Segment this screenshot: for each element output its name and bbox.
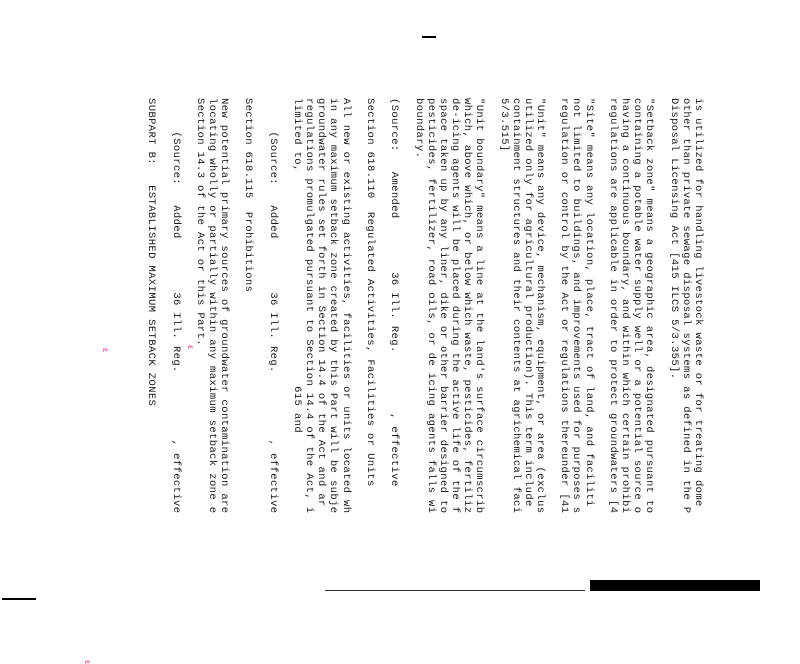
text-line: utilized only for agricultural production). This term include bbox=[521, 98, 534, 507]
margin-mark-a: ε bbox=[186, 345, 195, 350]
margin-mark-c: ε bbox=[83, 660, 92, 664]
text-line: "Site" means any location, place, tract of land, and faciliti bbox=[582, 98, 595, 507]
text-line: space taken up by any liner, dike or other barrier designed to bbox=[436, 98, 449, 514]
text-line: de-icing agents will be placed during the active life of the f bbox=[449, 98, 461, 514]
scan-mark-corner-b bbox=[2, 598, 26, 600]
text-line: SUBPART B: ESTABLISHED MAXIMUM SETBACK ZONES bbox=[145, 98, 158, 407]
text-line: containing a potable water supply well or a potential source o bbox=[631, 98, 644, 514]
text-line: regulations promulgated pursuant to Section 14.4 of the Act, i bbox=[303, 98, 316, 514]
text-line: Section 14.3 of the Act or this Part. bbox=[193, 98, 206, 346]
text-line: "Unit" means any device, mechanism, equipment, or area (exclus bbox=[534, 98, 547, 514]
text-line: All new or existing activities, facilities or units located wh bbox=[339, 98, 352, 514]
text-line: 5/3.515] bbox=[497, 98, 510, 152]
scan-bar-bottom bbox=[590, 580, 760, 591]
scan-mark-top bbox=[422, 36, 436, 38]
margin-mark-b: ε bbox=[101, 348, 110, 353]
text-line: which, above which, or below which waste, pesticides, fertiliz bbox=[461, 98, 474, 514]
text-line: Section 618.110 Regulated Activities, Facilities or Units bbox=[363, 98, 376, 487]
text-line: limited to, 615 and bbox=[291, 98, 304, 434]
text-line: (Source: Added 36 Ill. Reg. , effective bbox=[169, 98, 182, 514]
text-line: in any maximum setback zone created by this Part will be subje bbox=[327, 98, 340, 514]
text-line: groundwater rules set forth in Section 14.4 of the Act and ar bbox=[315, 98, 328, 507]
text-line: locating wholly or partially within any maximum setback zone e bbox=[206, 98, 218, 514]
text-line: (Source: Amended 36 Ill. Reg. , effective bbox=[388, 98, 401, 487]
text-line: other than private sewage disposal systems as defined in the P bbox=[679, 98, 692, 514]
text-line: boundary. bbox=[412, 98, 425, 159]
text-line: is utilized for handling livestock waste or for treating dome bbox=[692, 98, 704, 507]
text-line: pesticides, fertilizer, road oils, or de icing agents falls wi bbox=[424, 98, 437, 514]
text-line: not limited to buildings, and improvements used for purposes s bbox=[570, 98, 583, 514]
text-line: regulation or control by the Act or regulations thereunder [41 bbox=[558, 98, 571, 514]
text-line: "Unit boundary" means a line at the land's surface circumscrib bbox=[473, 98, 486, 514]
text-line: regulations are applicable in order to protect groundwaters [4 bbox=[606, 98, 619, 514]
text-line: containment structures and their contents at agrichemical faci bbox=[509, 98, 522, 514]
text-line: Section 618.115 Prohibitions bbox=[242, 98, 255, 293]
text-line: (Source: Added 36 Ill. Reg. , effective bbox=[266, 98, 279, 514]
text-line: having a continuous boundary, and within which certain prohibi bbox=[619, 98, 632, 514]
scan-line-right bbox=[325, 590, 585, 591]
text-line: Disposal Licensing Act [415 ILCS 5/3.355]. bbox=[667, 98, 680, 380]
text-line: New potential primary sources of groundwater contamination are bbox=[218, 98, 231, 514]
text-line: "Setback zone" means a geographic area, designated pursuant to bbox=[643, 98, 656, 514]
